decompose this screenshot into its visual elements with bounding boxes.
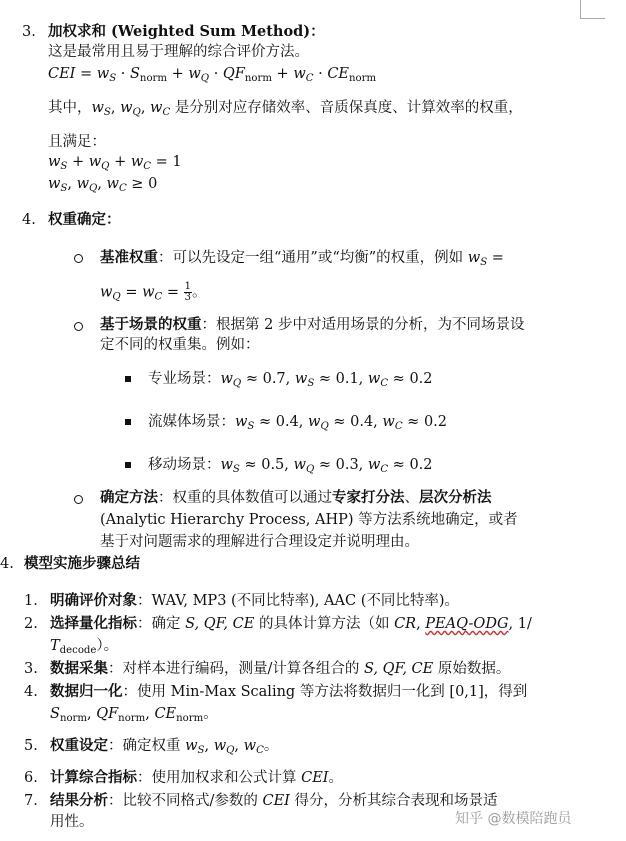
satisfy-text: 且满足： [48, 134, 106, 150]
step-7-line1: 结果分析：比较不同格式/参数的 CEI 得分，分析其综合表现和场景适 [50, 792, 498, 809]
step-number: 5. [24, 738, 38, 754]
scenario-weights-line2: 定不同的权重集。例如： [100, 337, 260, 353]
step-4-line1: 数据归一化：使用 Min-Max Scaling 等方法将数据归一化到 [0,1]，得到 [50, 683, 528, 700]
circle-bullet-icon [74, 322, 83, 331]
section-title-weights: 权重确定： [48, 211, 121, 228]
square-bullet-icon [125, 376, 131, 382]
step-2-line2: $T_{decode}$）。 [50, 638, 119, 656]
step-number: 1. [24, 593, 38, 609]
square-bullet-icon [125, 419, 131, 425]
list-number: 4. [22, 212, 36, 228]
method-line2: (Analytic Hierarchy Process, AHP) 等方法系统地确定，或者 [100, 512, 518, 528]
step-6: 计算综合指标：使用加权求和公式计算 CEI。 [50, 769, 344, 786]
weights-explanation: 其中，$w_S$, $w_Q$, $w_C$ 是分别对应存储效率、音质保真度、计算效率的权重， [48, 100, 523, 118]
step-4-line2: $S_{norm}$, $QF_{norm}$, $CE_{norm}$。 [50, 706, 218, 724]
step-number: 2. [24, 616, 38, 632]
circle-bullet-icon [74, 495, 83, 504]
scenario-streaming: 流媒体场景：$w_S \approx 0.4$, $w_Q \approx 0.4$, $w_C \approx 0.2$ [148, 414, 448, 432]
step-number: 4. [24, 684, 38, 700]
watermark: 知乎 @数模陪跑员 [455, 811, 572, 827]
section-title-weighted-sum: 加权求和 (Weighted Sum Method)： [48, 23, 325, 40]
square-bullet-icon [125, 462, 131, 468]
summary-heading: 模型实施步骤总结 [24, 555, 140, 572]
list-number: 4. [0, 556, 14, 572]
cei-formula: CEI = $w_S \cdot S_{norm} + w_Q \cdot QF_{norm} + w_C \cdot CE_{norm}$ [48, 66, 377, 84]
scenario-professional: 专业场景：$w_Q \approx 0.7$, $w_S \approx 0.1$, $w_C \approx 0.2$ [148, 371, 433, 389]
list-number: 3. [22, 24, 36, 40]
step-3: 数据采集：对样本进行编码，测量/计算各组合的 S, QF, CE 原始数据。 [50, 660, 511, 677]
constraint-sum: $w_S + w_Q + w_C = 1$ [48, 154, 182, 172]
baseline-weights-line1: 基准权重：可以先设定一组“通用”或“均衡”的权重，例如 $w_S$ = [100, 249, 504, 268]
method-line1: 确定方法：权重的具体数值可以通过专家打分法、层次分析法 [100, 489, 492, 506]
scenario-weights-line1: 基于场景的权重：根据第 2 步中对适用场景的分析，为不同场景设 [100, 316, 525, 333]
step-1: 明确评价对象：WAV, MP3 (不同比特率), AAC (不同比特率)。 [50, 592, 460, 609]
step-5: 权重设定：确定权重 $w_S$, $w_Q$, $w_C$。 [50, 737, 279, 756]
step-number: 6. [24, 770, 38, 786]
intro-text: 这是最常用且易于理解的综合评价方法。 [48, 44, 309, 60]
constraint-nonneg: $w_S$, $w_Q$, $w_C \ge 0$ [48, 176, 158, 194]
fraction-one-third: $\frac{1}{3}$ [184, 281, 192, 303]
step-2-line1: 选择量化指标：确定 S, QF, CE 的具体计算方法（如 CR, PEAQ-ODG, 1/ [50, 615, 532, 632]
step-number: 3. [24, 661, 38, 677]
step-7-line2: 用性。 [50, 814, 94, 830]
scenario-mobile: 移动场景：$w_S \approx 0.5$, $w_Q \approx 0.3$, $w_C \approx 0.2$ [148, 457, 433, 475]
circle-bullet-icon [74, 254, 83, 263]
baseline-weights-line2: $w_Q = w_C$ = $\frac{1}{3}$ 。 [100, 281, 207, 303]
step-number: 7. [24, 793, 38, 809]
method-line3: 基于对问题需求的理解进行合理设定并说明理由。 [100, 534, 419, 550]
page-corner-marker [580, 0, 605, 19]
